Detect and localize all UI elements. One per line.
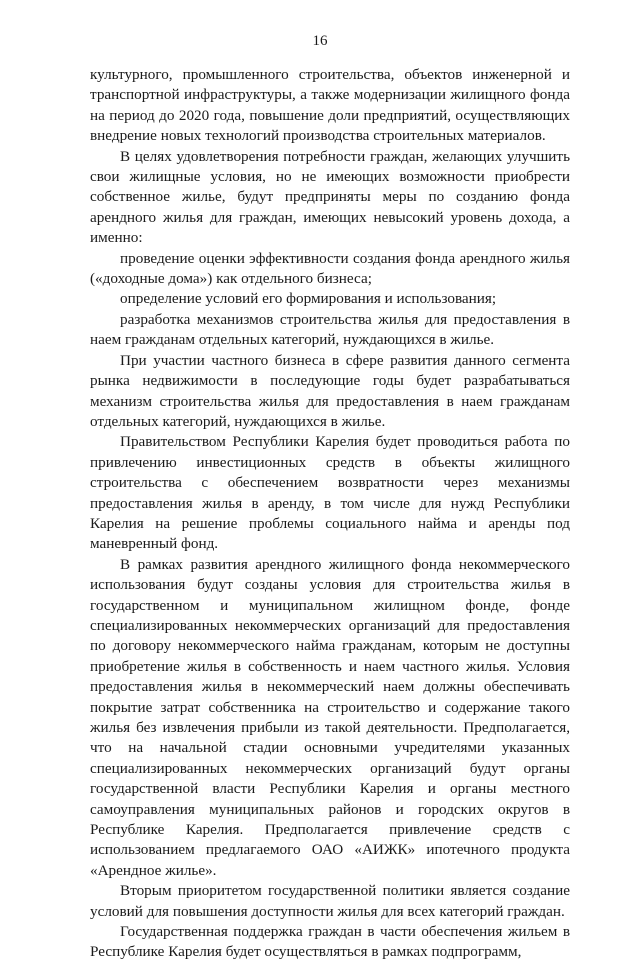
- page-number: 16: [312, 33, 328, 49]
- list-item: разработка механизмов строительства жилья для предоставления в наем гражданам отдельных категорий, нуждающихся в жилье.: [90, 310, 570, 349]
- paragraph: В рамках развития арендного жилищного фонда некоммерческого использования будут созданы условия для строительства жилья в государственном и муниципальном жилищном фонде, фонде специализированных некоммерческих организаций для предоставления по договору некоммерческого найма гражданам, которым не доступны приобретение жилья в собственность и наем частного жилья. Условия предоставления жилья в некоммерческий наем должны обеспечивать покрытие затрат собственника на строительство и содержание такого жилья без извлечения прибыли из такой деятельности. Предполагается, что на начальной стадии основными учредителями указанных специализированных некоммерческих организаций будут органы государственной власти Республики Карелия и органы местного самоуправления муниципальных районов и городских округов в Республике Карелия. Предполагается привлечение средств с использованием предлагаемого ОАО «АИЖК» ипотечного продукта «Арендное жилье».: [90, 555, 570, 879]
- list-item: определение условий его формирования и использования;: [120, 290, 497, 308]
- paragraph: Правительством Республики Карелия будет проводиться работа по привлечению инвестиционных средств в объекты жилищного строительства с обеспечением возвратности через механизмы предоставления жилья в аренду, в том числе для нужд Республики Карелия на решение проблемы социального найма и аренды под маневренный фонд.: [90, 433, 570, 553]
- document-body: [90, 65, 570, 963]
- paragraph: При участии частного бизнеса в сфере развития данного сегмента рынка недвижимости в последующие годы будет разрабатываться механизм строительства жилья для предоставления в наем гражданам отдельных категорий, нуждающихся в жилье.: [90, 351, 570, 430]
- paragraph: Вторым приоритетом государственной политики является создание условий для повышения доступности жилья для всех категорий граждан.: [90, 882, 570, 920]
- list-item: проведение оценки эффективности создания фонда арендного жилья («доходные дома») как отдельного бизнеса;: [90, 249, 570, 288]
- paragraph: Государственная поддержка граждан в части обеспечения жильем в Республике Карелия будет осуществляться в рамках подпрограмм,: [90, 923, 570, 961]
- paragraph: В целях удовлетворения потребности граждан, желающих улучшить свои жилищные условия, но не имеющих возможности приобрести собственное жилье, будут предприняты меры по созданию фонда арендного жилья для граждан, имеющих невысокий уровень дохода, а именно:: [90, 147, 570, 247]
- paragraph: культурного, промышленного строительства, объектов инженерной и транспортной инфраструктуры, а также модернизации жилищного фонда на период до 2020 года, повышение доли предприятий, осуществляющих внедрение новых технологий производства строительных материалов.: [90, 66, 570, 145]
